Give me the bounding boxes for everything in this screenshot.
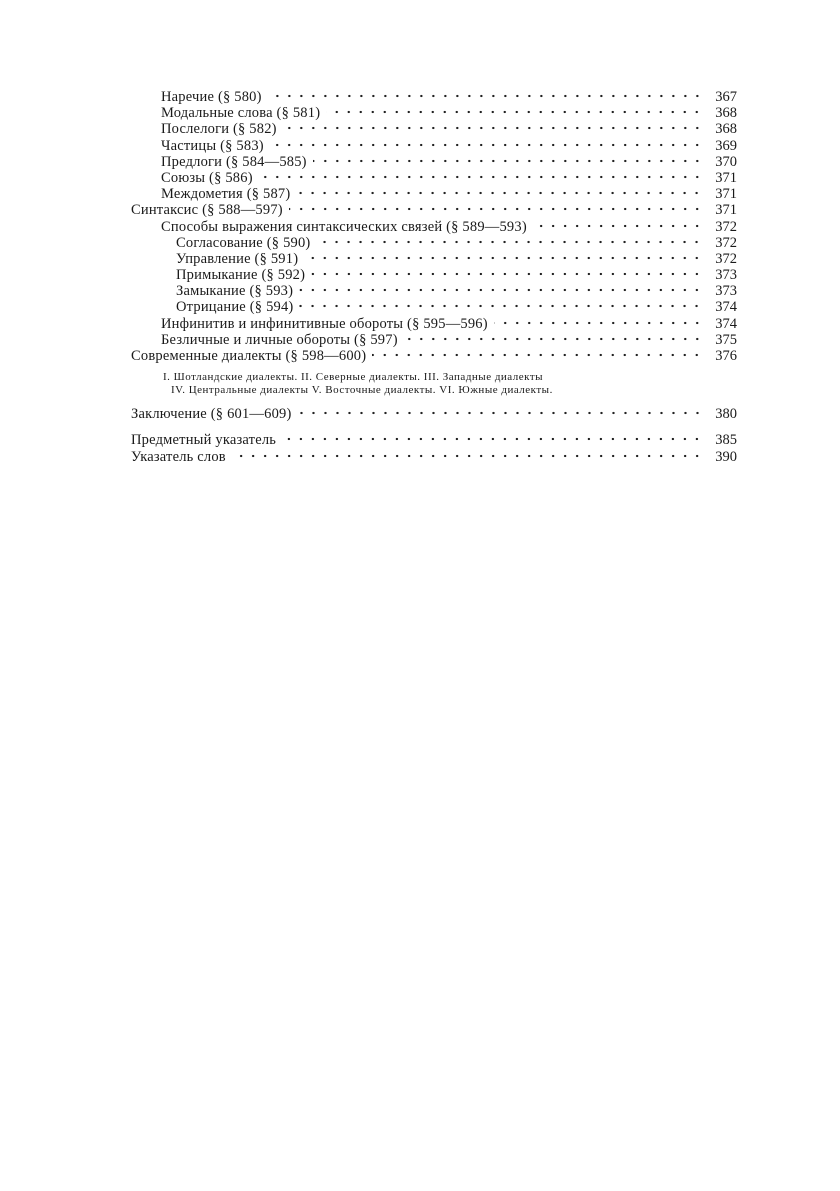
dialects-subnote [131,371,737,396]
toc-entry-label: Предметный указатель [131,432,277,449]
table-of-contents [131,89,737,465]
toc-entry-label: Междометия (§ 587) [161,186,291,203]
dot-leader [304,256,703,260]
toc-entry-page-number: 368 [715,105,737,122]
dot-leader [494,321,703,325]
dot-leader [283,126,703,130]
toc-entry-page-number: 375 [715,331,737,348]
toc-block-grammar-syntax-dialects [131,89,737,364]
toc-entry [131,251,737,267]
toc-entry-page-number: 370 [715,153,737,170]
toc-entry [131,138,737,154]
toc-entry [131,89,737,105]
toc-entry-label: Заключение (§ 601—609) [131,406,292,423]
toc-entry-page-number: 372 [715,218,737,235]
toc-entry [131,283,737,299]
dot-leader [299,304,703,308]
toc-entry [131,316,737,332]
toc-entry [131,299,737,315]
toc-entry-label: Наречие (§ 580) [161,89,262,105]
toc-entry-label: Современные диалекты (§ 598—600) [131,348,367,364]
dot-leader [299,288,703,292]
toc-entry-page-number: 376 [715,348,737,364]
toc-entry [131,170,737,186]
toc-entry [131,432,737,448]
toc-entry-page-number: 373 [715,267,737,284]
toc-entry-page-number: 371 [715,202,737,219]
toc-entry-page-number: 372 [715,250,737,267]
toc-entry-label: Примыкание (§ 592) [176,267,306,284]
toc-entry [131,267,737,283]
toc-entry [131,348,737,364]
toc-entry [131,235,737,251]
toc-entry-page-number: 385 [715,432,737,449]
toc-entry-label: Частицы (§ 583) [161,137,264,154]
dot-leader [289,207,703,211]
toc-entry [131,406,737,422]
toc-entry-page-number: 372 [715,234,737,251]
dot-leader [259,175,703,179]
dot-leader [313,159,703,163]
toc-entry-label: Способы выражения синтаксических связей (§ 589—593) [161,218,527,235]
toc-entry-page-number: 368 [715,121,737,138]
toc-entry-label: Инфинитив и инфинитивные обороты (§ 595—596) [161,315,488,332]
toc-entry-page-number: 369 [715,137,737,154]
toc-entry [131,154,737,170]
dot-leader [311,272,703,276]
toc-entry [131,332,737,348]
dot-leader [316,240,703,244]
toc-entry-page-number: 390 [715,448,737,465]
dot-leader [270,143,703,147]
toc-entry [131,449,737,465]
toc-entry-page-number: 380 [715,406,737,423]
dot-leader [404,337,703,341]
dot-leader [296,191,703,195]
dot-leader [268,94,703,98]
toc-block-indexes [131,432,737,464]
toc-entry-label: Согласование (§ 590) [176,234,311,251]
toc-entry-page-number: 373 [715,283,737,300]
toc-entry-label: Синтаксис (§ 588—597) [131,202,283,219]
toc-entry-label: Замыкание (§ 593) [176,283,294,300]
toc-entry-page-number: 367 [715,89,737,105]
toc-entry [131,186,737,202]
toc-entry-label: Отрицание (§ 594) [176,299,294,316]
toc-block-conclusion [131,406,737,422]
dot-leader [232,454,703,458]
toc-entry [131,202,737,218]
toc-entry-label: Безличные и личные обороты (§ 597) [161,331,398,348]
dot-leader [298,411,703,415]
section-gap [131,422,737,432]
toc-entry-page-number: 374 [715,315,737,332]
toc-entry-page-number: 371 [715,186,737,203]
toc-entry [131,121,737,137]
toc-entry-label: Модальные слова (§ 581) [161,105,321,122]
dot-leader [372,353,703,357]
toc-entry-page-number: 371 [715,169,737,186]
dot-leader [282,437,703,441]
dialects-subnote-line-2: IV. Центральные диалекты V. Восточные диалекты. VI. Южные диалекты. [171,383,553,396]
toc-entry-label: Указатель слов [131,448,226,465]
toc-entry-label: Послелоги (§ 582) [161,121,277,138]
dot-leader [326,110,703,114]
dot-leader [533,224,703,228]
toc-entry-page-number: 374 [715,299,737,316]
toc-entry-label: Управление (§ 591) [176,250,299,267]
toc-entry-label: Предлоги (§ 584—585) [161,153,307,170]
toc-entry-label: Союзы (§ 586) [161,169,253,186]
toc-entry [131,219,737,235]
toc-entry [131,105,737,121]
dialects-subnote-line-1: I. Шотландские диалекты. II. Северные диалекты. III. Западные диалекты [163,371,544,384]
